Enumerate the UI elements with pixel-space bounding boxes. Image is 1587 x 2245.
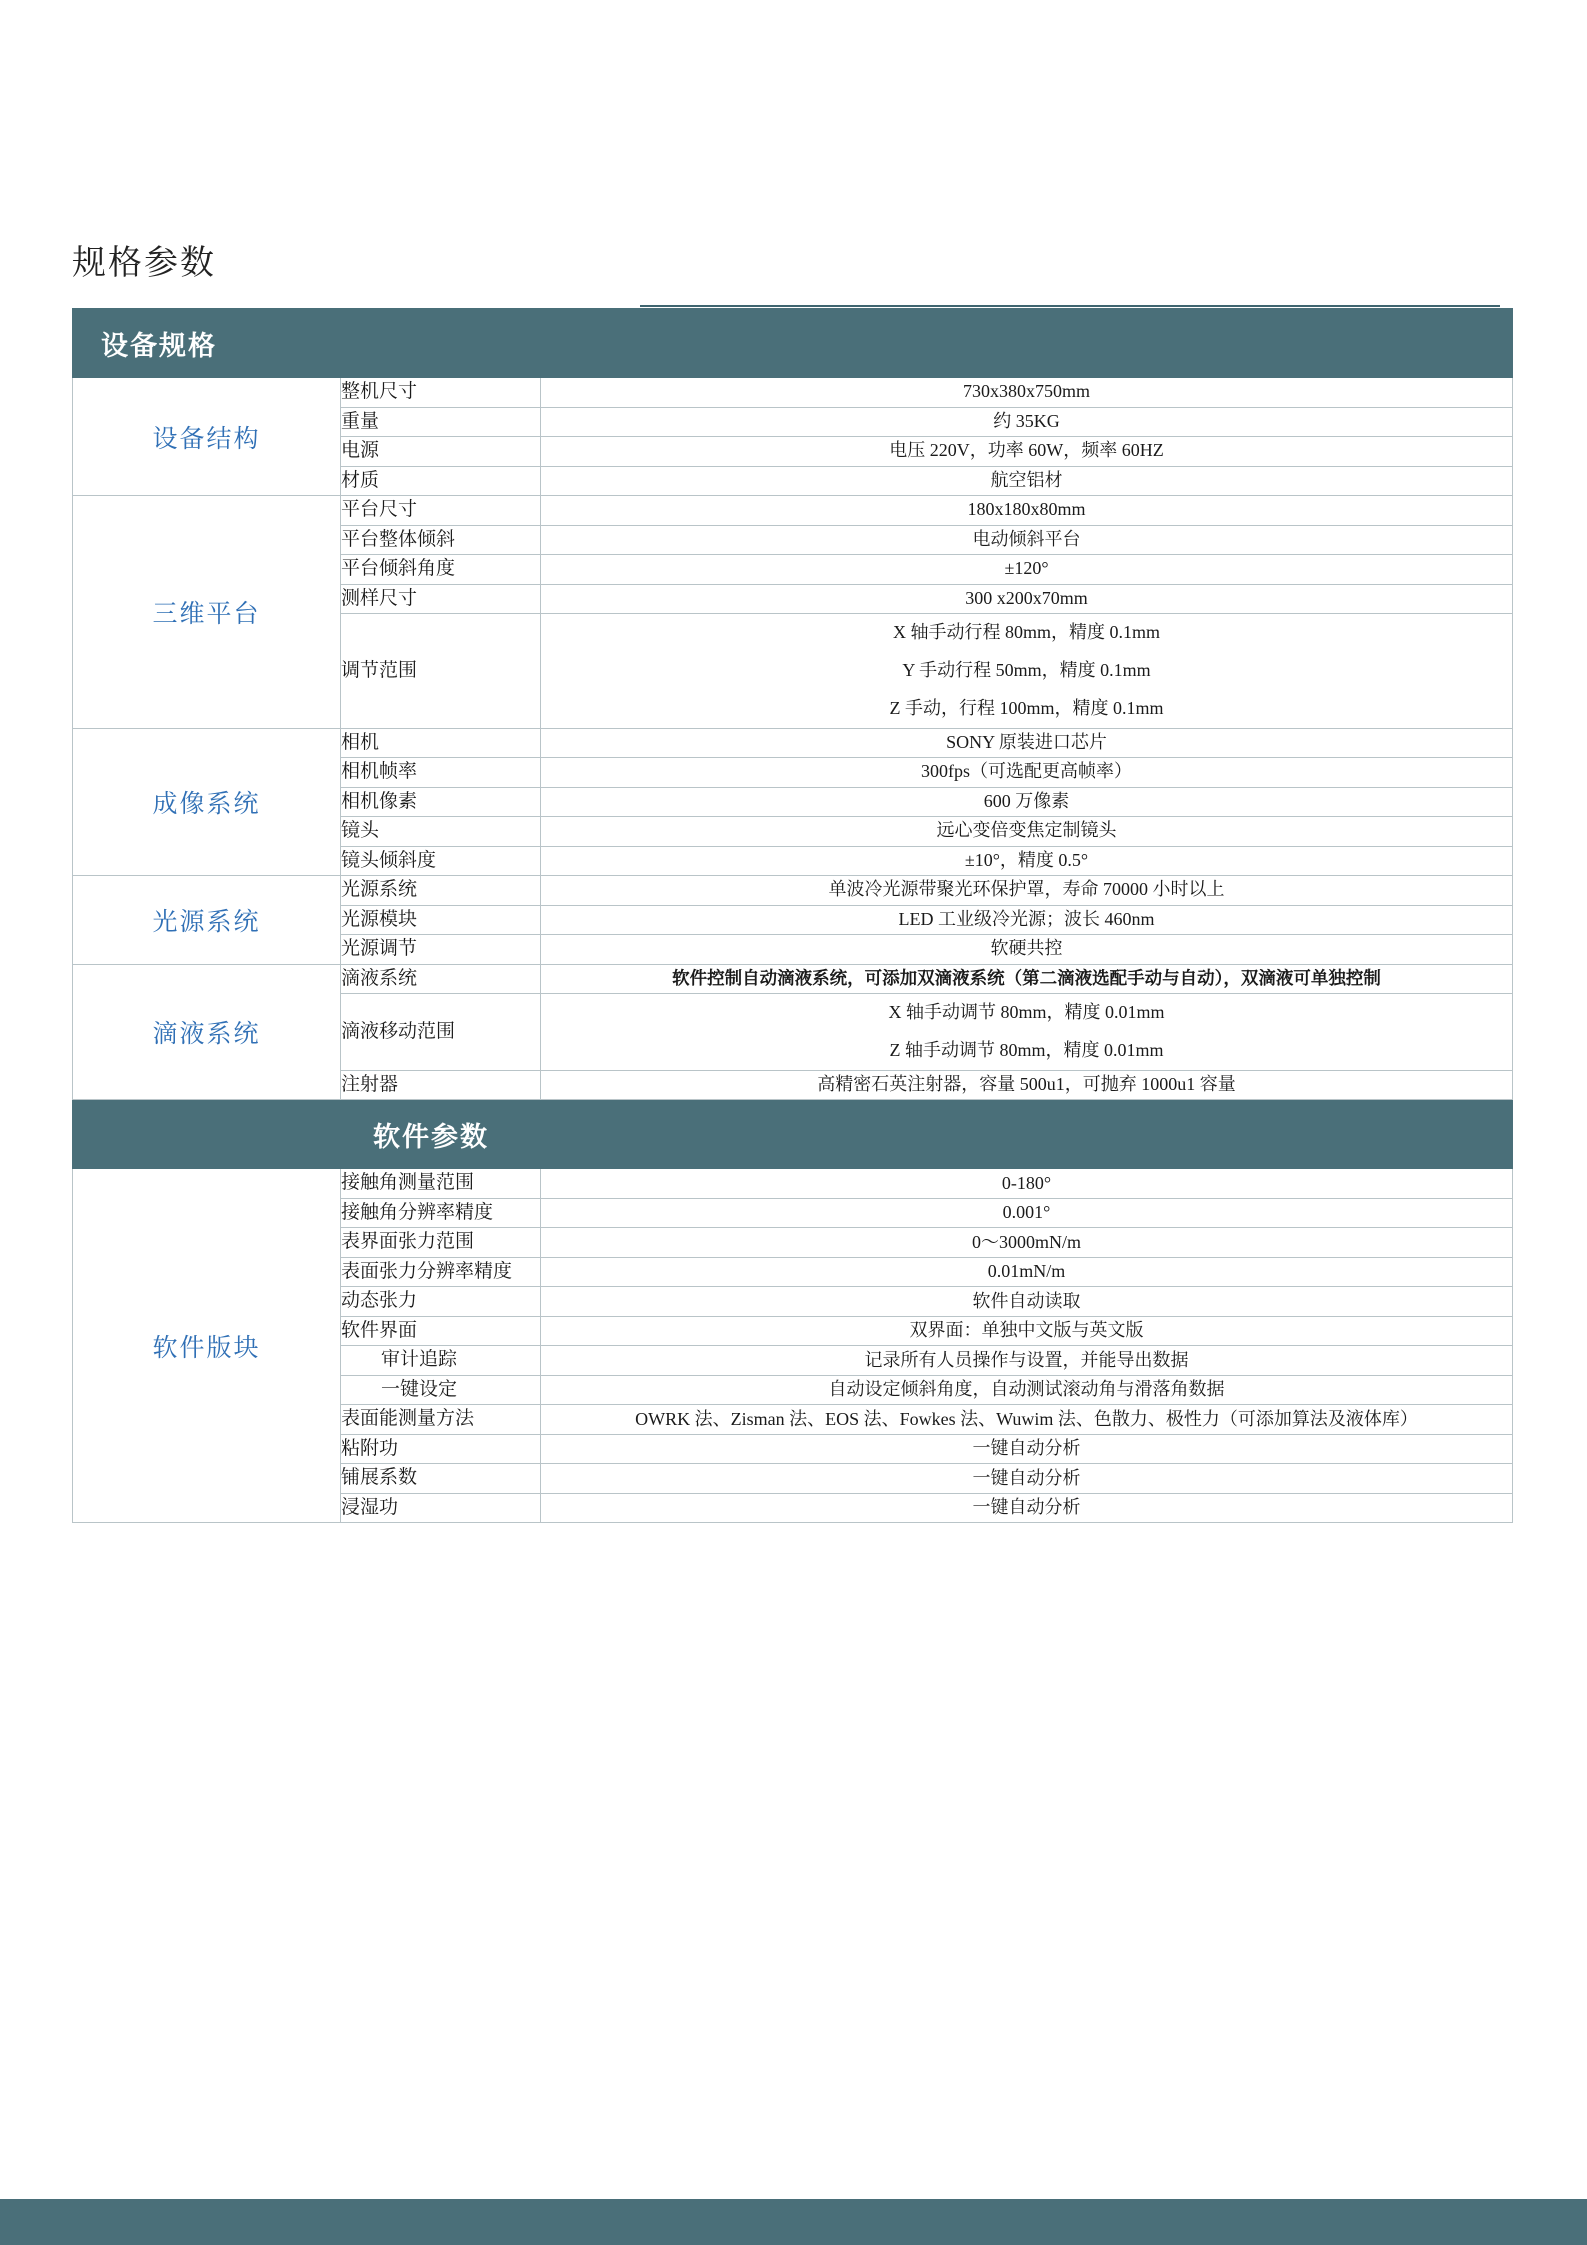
row-label: 重量 — [341, 407, 541, 437]
row-label: 一键设定 — [341, 1375, 541, 1405]
row-value: 0-180° — [541, 1169, 1513, 1199]
table-body — [73, 309, 1513, 1523]
row-value: 约 35KG — [541, 407, 1513, 437]
table-row — [73, 309, 1513, 378]
row-value-line: X 轴手动调节 80mm，精度 0.01mm — [888, 1002, 1165, 1023]
row-label: 表面能测量方法 — [341, 1405, 541, 1435]
page-title: 规格参数 — [72, 245, 216, 282]
footer-bar — [0, 2199, 1587, 2245]
row-value-line: Y 手动行程 50mm，精度 0.1mm — [902, 659, 1151, 680]
row-value: 航空铝材 — [541, 466, 1513, 496]
row-label: 光源调节 — [341, 935, 541, 965]
row-value: 软件自动读取 — [541, 1287, 1513, 1317]
row-value-multiline — [541, 614, 1513, 729]
row-value: 一键自动分析 — [541, 1434, 1513, 1464]
row-value-line: Z 轴手动调节 80mm，精度 0.01mm — [889, 1040, 1164, 1061]
table-row — [73, 378, 1513, 408]
row-label: 动态张力 — [341, 1287, 541, 1317]
row-label: 平台尺寸 — [341, 496, 541, 526]
group-label-equipment-structure: 设备结构 — [73, 378, 341, 496]
group-label-dosing-system: 滴液系统 — [73, 964, 341, 1100]
row-value: 记录所有人员操作与设置，并能导出数据 — [541, 1346, 1513, 1376]
row-value: 电压 220V，功率 60W，频率 60HZ — [541, 437, 1513, 467]
row-label: 表界面张力范围 — [341, 1228, 541, 1258]
group-label-3d-stage: 三维平台 — [73, 496, 341, 729]
row-value: 180x180x80mm — [541, 496, 1513, 526]
row-value: 双界面：单独中文版与英文版 — [541, 1316, 1513, 1346]
row-value: 软硬共控 — [541, 935, 1513, 965]
row-label: 滴液移动范围 — [341, 994, 541, 1071]
row-label: 平台倾斜角度 — [341, 555, 541, 585]
row-label: 接触角测量范围 — [341, 1169, 541, 1199]
row-label: 镜头倾斜度 — [341, 846, 541, 876]
row-label: 滴液系统 — [341, 964, 541, 994]
row-value: ±120° — [541, 555, 1513, 585]
row-value: 电动倾斜平台 — [541, 525, 1513, 555]
table-row — [73, 1169, 1513, 1199]
section-band-label: 软件参数 — [373, 1121, 489, 1152]
row-value: SONY 原装进口芯片 — [541, 728, 1513, 758]
group-label-imaging-system: 成像系统 — [73, 728, 341, 876]
section-band-equipment — [73, 309, 1513, 378]
table-row — [73, 1100, 1513, 1169]
row-label: 材质 — [341, 466, 541, 496]
row-label: 光源系统 — [341, 876, 541, 906]
row-label: 相机 — [341, 728, 541, 758]
group-label-light-source-system: 光源系统 — [73, 876, 341, 965]
specifications-table — [72, 308, 1513, 1523]
row-label: 光源模块 — [341, 905, 541, 935]
row-label: 浸湿功 — [341, 1493, 541, 1523]
table-row — [73, 964, 1513, 994]
row-value: 软件控制自动滴液系统，可添加双滴液系统（第二滴液选配手动与自动），双滴液可单独控制 — [541, 964, 1513, 994]
row-label: 调节范围 — [341, 614, 541, 729]
row-value-multiline — [541, 994, 1513, 1071]
row-label: 相机帧率 — [341, 758, 541, 788]
row-value: 0.01mN/m — [541, 1257, 1513, 1287]
row-label: 接触角分辨率精度 — [341, 1198, 541, 1228]
group-label-software-module: 软件版块 — [73, 1169, 341, 1523]
row-value: LED 工业级冷光源；波长 460nm — [541, 905, 1513, 935]
row-value: 一键自动分析 — [541, 1493, 1513, 1523]
row-label: 相机像素 — [341, 787, 541, 817]
row-label: 测样尺寸 — [341, 584, 541, 614]
row-label: 软件界面 — [341, 1316, 541, 1346]
row-value-line: Z 手动，行程 100mm，精度 0.1mm — [889, 697, 1164, 718]
row-label: 电源 — [341, 437, 541, 467]
row-value-line: X 轴手动行程 80mm，精度 0.1mm — [893, 622, 1161, 642]
row-label: 审计追踪 — [341, 1346, 541, 1376]
title-underline — [640, 305, 1500, 307]
row-label: 铺展系数 — [341, 1464, 541, 1494]
row-value: 0～3000mN/m — [541, 1228, 1513, 1258]
row-value: 0.001° — [541, 1198, 1513, 1228]
row-label: 粘附功 — [341, 1434, 541, 1464]
row-value: 远心变倍变焦定制镜头 — [541, 817, 1513, 847]
row-value: 自动设定倾斜角度，自动测试滚动角与滑落角数据 — [541, 1375, 1513, 1405]
row-value: 300fps（可选配更高帧率） — [541, 758, 1513, 788]
row-label: 平台整体倾斜 — [341, 525, 541, 555]
table-row — [73, 496, 1513, 526]
section-band-label: 设备规格 — [101, 330, 217, 361]
row-label: 注射器 — [341, 1070, 541, 1100]
row-value: 单波冷光源带聚光环保护罩，寿命 70000 小时以上 — [541, 876, 1513, 906]
section-band-software — [73, 1100, 1513, 1169]
table-row — [73, 728, 1513, 758]
row-value: OWRK 法、Zisman 法、EOS 法、Fowkes 法、Wuwim 法、色散力、极性力（可添加算法及液体库） — [541, 1405, 1513, 1435]
row-value: 730x380x750mm — [541, 378, 1513, 408]
row-value: 一键自动分析 — [541, 1464, 1513, 1494]
row-label: 整机尺寸 — [341, 378, 541, 408]
row-value: 300 x200x70mm — [541, 584, 1513, 614]
row-value: ±10°，精度 0.5° — [541, 846, 1513, 876]
row-label: 镜头 — [341, 817, 541, 847]
row-label: 表面张力分辨率精度 — [341, 1257, 541, 1287]
row-value: 高精密石英注射器，容量 500u1，可抛弃 1000u1 容量 — [541, 1070, 1513, 1100]
table-row — [73, 876, 1513, 906]
row-value: 600 万像素 — [541, 787, 1513, 817]
